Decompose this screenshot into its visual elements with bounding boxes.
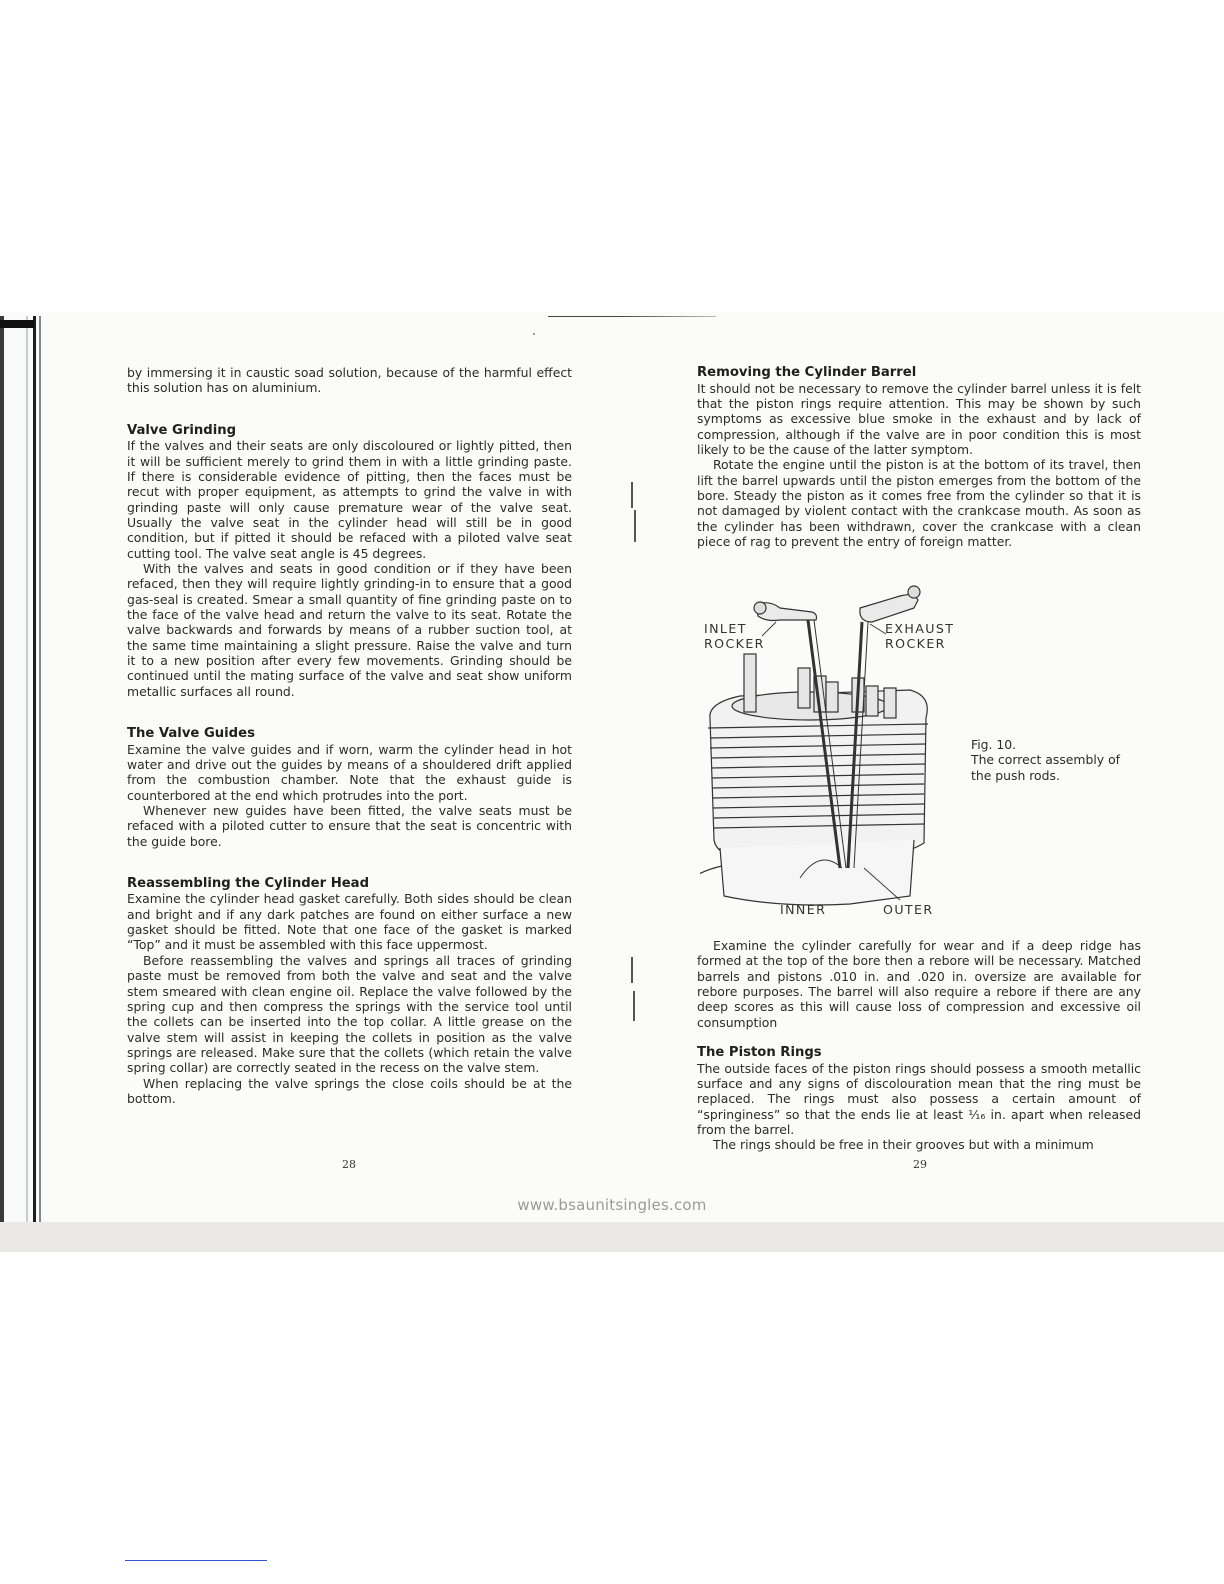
label-rocker: ROCKER <box>704 636 765 651</box>
section-heading: The Valve Guides <box>127 726 255 742</box>
caption-text: The correct assembly of the push rods. <box>971 752 1121 783</box>
paragraph: Examine the cylinder carefully for wear and if a deep ridge has formed at the top of the bore then a rebore will be necessary. Matched barrels and pistons .010 in. and .020 in. oversize are available for rebore purposes. The barrel will also require a rebore if there are any deep scores as this will cause loss of compression and excessive oil consumption <box>697 938 1141 1030</box>
page-bottom-band <box>0 1222 1224 1252</box>
paragraph: Whenever new guides have been fitted, the valve seats must be refaced with a piloted cutter to ensure that the seat is concentric with the guide bore. <box>127 802 572 849</box>
paragraph: by immersing it in caustic soad solution, because of the harmful effect this solution has on aluminium. <box>127 365 572 396</box>
paragraph: Rotate the engine until the piston is at the bottom of its travel, then lift the barrel upwards until the piston emerges from the bottom of the bore. Steady the piston as it comes free from the cylinder so that it is not damaged by violent contact with the crankcase mouth. As soon as the cylinder has been withdrawn, cover the crankcase with a clean piece of rag to prevent the entry of foreign matter. <box>697 457 1141 549</box>
paragraph: It should not be necessary to remove the cylinder barrel unless it is felt that the piston rings require attention. This may be shown by such symptoms as excessive blue smoke in the exhaust and by lack of compression, although if the valve are in poor condition this is most likely to be the cause of the latter symptom. <box>697 380 1141 457</box>
book-spine-edge <box>0 316 44 1222</box>
paragraph: Examine the valve guides and if worn, warm the cylinder head in hot water and drive out the guides by means of a shouldered drift applied from the combustion chamber. Note that the exhaust guide is counterbored at the end which protrudes into the port. <box>127 741 572 803</box>
section-heading: The Piston Rings <box>697 1045 822 1061</box>
gutter-mark <box>631 957 633 983</box>
label-inner: INNER <box>780 902 827 917</box>
gutter-mark <box>634 510 636 542</box>
page-number: 29 <box>913 1158 927 1171</box>
caption-title: Fig. 10. <box>971 737 1017 752</box>
speck <box>533 333 535 335</box>
section-heading: Reassembling the Cylinder Head <box>127 875 370 891</box>
top-rule <box>548 316 716 317</box>
footer-url: www.bsaunitsingles.com <box>517 1196 707 1214</box>
paragraph: With the valves and seats in good condition or if they have been refaced, then they will require lightly grinding-in to ensure that a good gas-seal is created. Smear a small quantity of fine grinding paste on to the face of the valve head and return the valve to its seat. Rotate the valve backwards and forwards by means of a rubber suction tool, at the same time maintaining a slight pressure. Raise the valve and turn it to a new position after every few movements. Grinding should be continued until the mating surface of the valve and seat show uniform metallic surfaces all round. <box>127 560 572 699</box>
label-outer: OUTER <box>883 902 934 917</box>
section-heading: Removing the Cylinder Barrel <box>697 365 917 380</box>
gutter-mark <box>631 482 633 508</box>
paragraph: Before reassembling the valves and springs all traces of grinding paste must be removed from both the valve and seat and the valve stem smeared with clean engine oil. Replace the valve followed by the spring cup and then compress the springs with the service tool until the collets can be inserted into the top collar. A little grease on the valve stem will assist in keeping the collets in position as the valve springs are released. Make sure that the collets (which retain the valve spring collar) are correctly seated in the recess on the valve stem. <box>127 952 572 1076</box>
figure-caption <box>971 737 1131 783</box>
right-page-text-bottom <box>697 938 1141 1153</box>
paragraph: Examine the cylinder head gasket carefully. Both sides should be clean and bright and if any dark patches are found on either surface a new gasket should be fitted. Note that one face of the gasket is marked “Top” and it must be assembled with this face uppermost. <box>127 891 572 953</box>
blue-rule <box>125 1560 267 1561</box>
right-page-text-top <box>697 365 1141 549</box>
label-inlet: INLET <box>704 621 747 636</box>
paragraph: The outside faces of the piston rings should possess a smooth metallic surface and any signs of discolouration mean that the ring must be replaced. The rings must also possess a certain amount of “springiness” so that the ends lie at least ¹⁄₁₆ in. apart when released from the barrel. <box>697 1060 1141 1137</box>
label-rocker: ROCKER <box>885 636 946 651</box>
left-page-text <box>127 365 572 1106</box>
paragraph: The rings should be free in their grooves but with a minimum <box>713 1137 1094 1153</box>
figure-pushrods <box>700 578 960 923</box>
paragraph: When replacing the valve springs the close coils should be at the bottom. <box>127 1075 572 1106</box>
section-heading: Valve Grinding <box>127 422 237 438</box>
gutter-mark <box>633 991 635 1021</box>
page-number: 28 <box>342 1158 356 1171</box>
paragraph: If the valves and their seats are only discoloured or lightly pitted, then it will be sufficient merely to grind them in with a little grinding paste. If there is considerable evidence of pitting, then the faces must be recut with proper equipment, as attempts to grind the valve in with grinding paste will only cause premature wear of the valve seat. Usually the valve seat in the cylinder head will still be in good condition, but if pitted it should be refaced with a piloted valve seat cutting tool. The valve seat angle is 45 degrees. <box>127 438 572 561</box>
label-exhaust: EXHAUST <box>885 621 955 636</box>
